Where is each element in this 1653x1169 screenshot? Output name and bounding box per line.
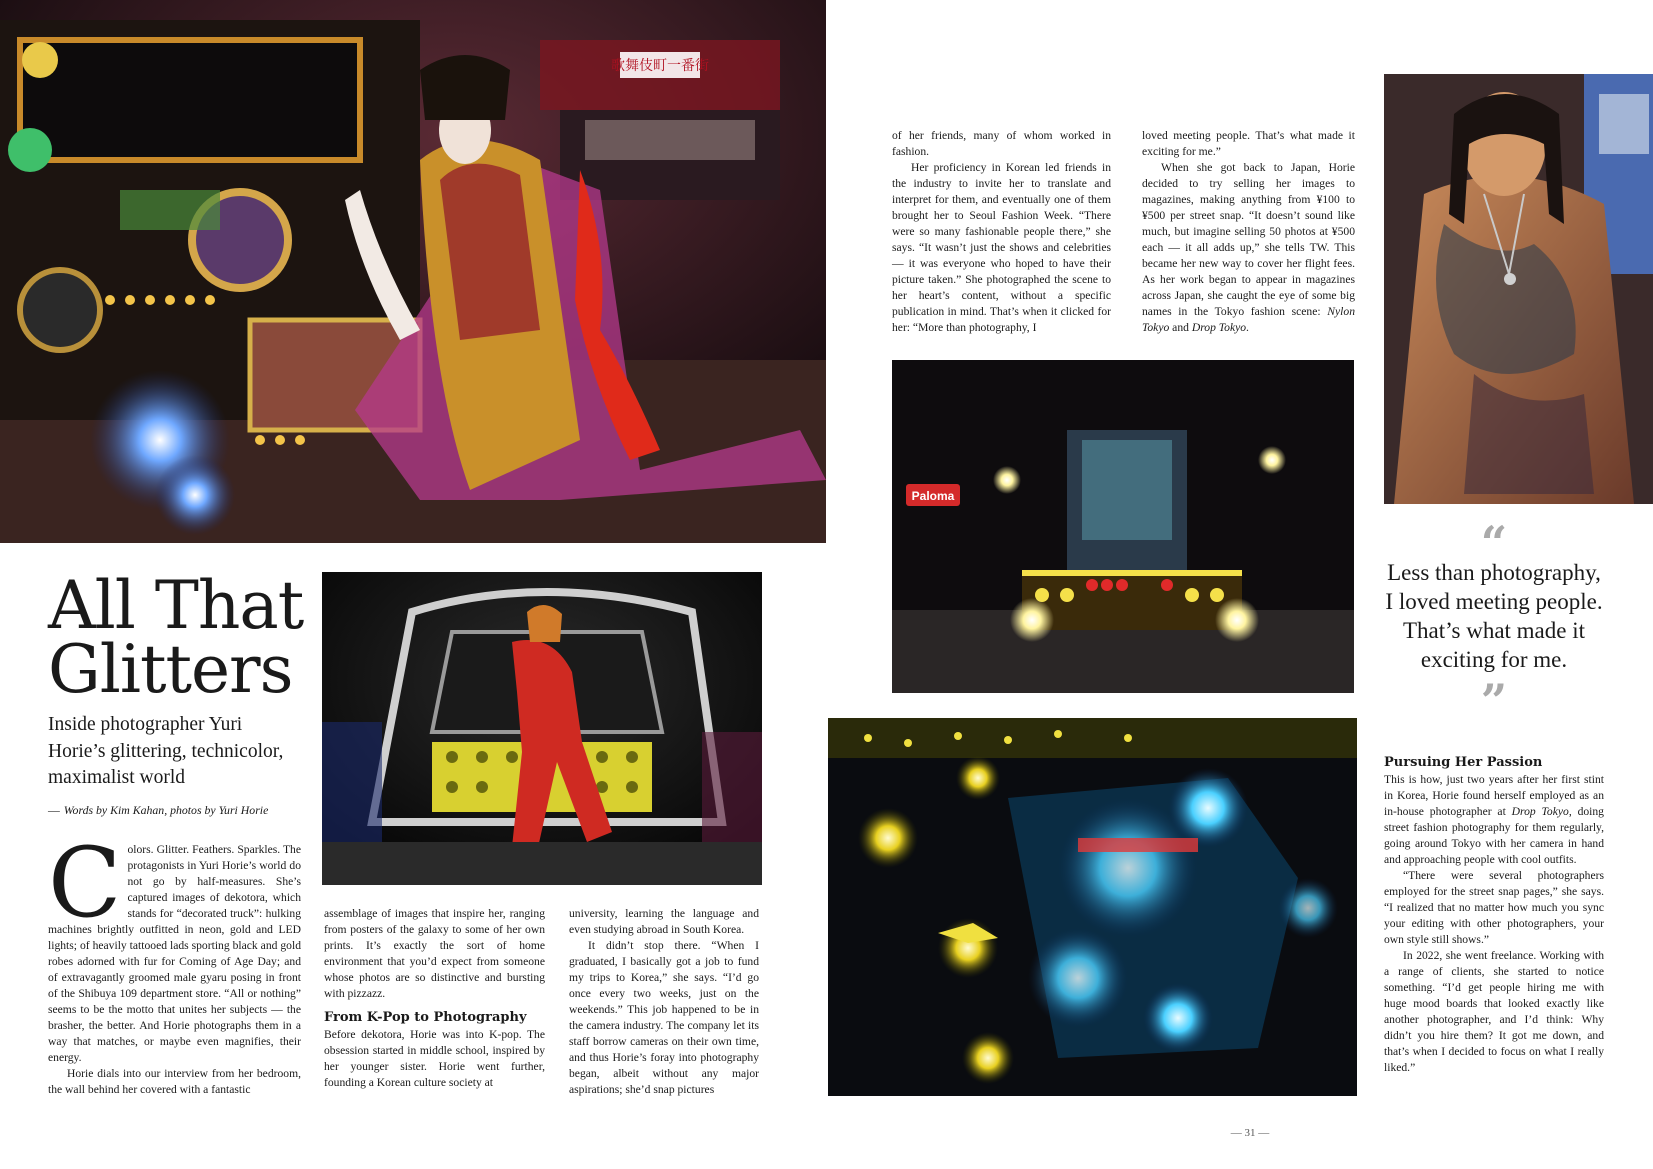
conjunction: and: [1169, 321, 1192, 334]
paragraph: loved meeting people. That’s what made it exciting for me.”: [1142, 129, 1355, 158]
pull-quote: [1384, 516, 1604, 728]
page-number: — 31 —: [1230, 1127, 1270, 1139]
body-column-5: [1142, 128, 1355, 336]
paragraph: “There were several photographers employed for the street snap pages,” she says. “I realized that no matter how much you sync your editing with other photographers, your own style still shows.”: [1384, 869, 1604, 946]
paragraph: Her proficiency in Korean led friends in the industry to invite her to translate and interpret for them, and eventually one of them brought her to Seoul Fashion Week. “There were so many fashionable people there,” she says. “It wasn’t just the shows and celebrities — it was everyone who hoped to have their picture taken.” She photographed the scene to her heart’s content, without a specific publication in mind. That’s when it clicked for her: “More than photography, I: [892, 161, 1111, 334]
photo-neon-truck: [828, 718, 1357, 1096]
body-column-1: [48, 827, 301, 1098]
close-quote-mark: ”: [1480, 674, 1508, 728]
paragraph: Before dekotora, Horie was into K-pop. The obsession started in middle school, inspired by her younger sister. Horie went further, founding a Korean culture society at: [324, 1028, 545, 1089]
paragraph: [1142, 160, 1355, 336]
body-column-2: [324, 906, 545, 1091]
paragraph: university, learning the language and even studying abroad in South Korea.: [569, 907, 759, 936]
section-heading: From K-Pop to Photography: [324, 1010, 527, 1025]
photo-geisha-art: [0, 0, 826, 543]
paragraph: In 2022, she went freelance. Working with a range of clients, she started to notice something. “I’d get people hiring me with huge mood boards that looked exactly like another photographer, and I’d think: Why didn’t you hire them? It got me down, and that’s when I decided to focus on what I really liked.”: [1384, 949, 1604, 1074]
byline-dash: —: [48, 803, 60, 817]
title-line-2: Glitters: [48, 631, 293, 708]
intro-paragraph: [48, 827, 301, 1066]
paragraph-text: , doing street fashion photography for them regularly, going around Tokyo with her camera in hand and approaching people with cool outfits.: [1384, 805, 1604, 866]
photo-tattooed-man-art: [1384, 74, 1653, 504]
magazine-name: Drop Tokyo: [1511, 805, 1569, 818]
pull-quote-text: Less than photography, I loved meeting people. That’s what made it exciting for me.: [1385, 560, 1603, 672]
open-quote-mark: “: [1480, 516, 1508, 570]
photo-geisha-dekotora: [0, 0, 826, 543]
paragraph-text: When she got back to Japan, Horie decided to try selling her images to magazines, making anything from ¥100 to ¥500 per street snap. “It doesn’t sound like much, but imagine selling 50 photos at ¥500 each — it all adds up,” she tells TW. This became her new way to cover her flight fees. As her work began to appear in magazines across Japan, she caught the eye of some big names in the Tokyo fashion scene:: [1142, 161, 1355, 318]
photo-red-outfit-truck: [322, 572, 762, 885]
street-sign-text: 歌舞伎町一番街: [611, 59, 709, 74]
photo-red-outfit-art: [322, 572, 762, 885]
byline-text: Words by Kim Kahan, photos by Yuri Horie: [63, 803, 269, 817]
photo-blurred-truck: [892, 360, 1354, 693]
magazine-name: Drop Tokyo: [1191, 321, 1247, 334]
paragraph: [1384, 772, 1604, 868]
punctuation: .: [1246, 321, 1249, 334]
paragraph: Horie dials into our interview from her bedroom, the wall behind her covered with a fantastic: [48, 1067, 301, 1096]
drop-cap: C: [48, 827, 122, 939]
body-column-3: [569, 906, 759, 1098]
title-line-1: All That: [48, 567, 304, 644]
intro-text: olors. Glitter. Feathers. Sparkles. The protagonists in Yuri Horie’s world do not go by half-measures. She’s captured images of dekotora, which stands for “decorated truck”: hulking machines brightly outfitted in neon, gold and LED lights; of heavily tattooed lads sporting black and gold robes adorned with fur for Coming of Age Day; and of extravagantly groomed male gyaru posing in front of the Shibuya 109 department store. “All or nothing” seems to be the motto that unites her subjects — the brasher, the better. And Horie photographs them in a way that matches, or maybe even magnifies, their energy.: [48, 843, 301, 1064]
photo-blurred-truck-art: [892, 360, 1354, 693]
section-heading: Pursuing Her Passion: [1384, 755, 1543, 770]
paragraph-text: This is how, just two years after her first stint in Korea, Horie found herself employed as an in-house photographer at: [1384, 773, 1604, 818]
magazine-name: Nylon Tokyo: [1142, 305, 1355, 334]
byline: [48, 803, 268, 818]
paragraph: assemblage of images that inspire her, ranging from posters of the galaxy to some of her own prints. It’s exactly the sort of home environment that you’d expect from someone whose photos are so distinctive and bursting with pizzazz.: [324, 907, 545, 1000]
photo-neon-truck-art: [828, 718, 1357, 1096]
body-column-4: [892, 128, 1111, 336]
body-column-6: [1384, 754, 1604, 1076]
paloma-sign-text: Paloma: [911, 489, 955, 503]
article-title: [48, 567, 304, 708]
photo-tattooed-man: [1384, 74, 1653, 504]
article-subtitle: Inside photographer Yuri Horie’s glittering, technicolor, maximalist world: [48, 714, 284, 788]
paragraph: of her friends, many of whom worked in fashion.: [892, 129, 1111, 158]
paragraph: It didn’t stop there. “When I graduated, I basically got a job to fund my trips to Korea,” she says. “I’d go once every two weeks, just on the weekends.” This job happened to be in the camera industry. The company let its staff borrow cameras on their own time, and thus Horie’s foray into photography began, albeit without any major aspirations; she’d snap pictures: [569, 939, 759, 1096]
